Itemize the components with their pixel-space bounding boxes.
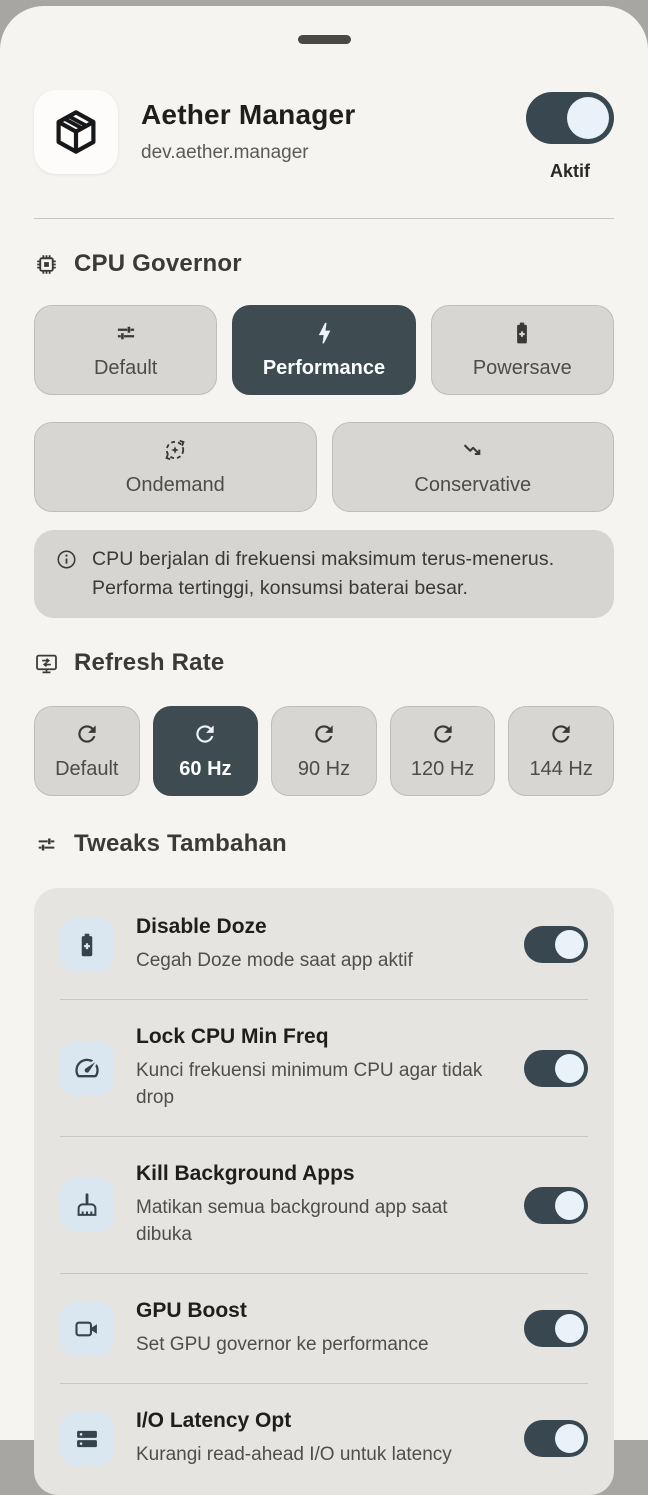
tweak-icon-tile xyxy=(60,918,114,972)
tune-icon xyxy=(113,320,139,346)
battery-plus-icon xyxy=(509,320,535,346)
tweak-description: Set GPU governor ke performance xyxy=(136,1334,429,1355)
speedometer-icon xyxy=(73,1054,101,1082)
app-active-toggle[interactable] xyxy=(526,92,614,144)
section-cpu-governor xyxy=(34,250,614,278)
refresh-icon xyxy=(192,721,218,747)
toggle-thumb xyxy=(555,930,584,959)
refresh-icon xyxy=(74,721,100,747)
tweak-title: GPU Boost xyxy=(136,1299,247,1322)
package-cube-icon xyxy=(52,108,100,156)
tweak-icon-tile xyxy=(60,1412,114,1466)
tweaks-card xyxy=(34,888,614,1495)
sheet-scroll-area[interactable] xyxy=(0,35,648,1465)
section-title: CPU Governor xyxy=(74,250,242,277)
tweak-row-lock-cpu-min-freq xyxy=(60,1000,588,1136)
refresh-option-default[interactable]: Default xyxy=(34,706,140,796)
section-tweaks xyxy=(34,830,614,858)
governor-info-box xyxy=(34,530,614,618)
bolt-icon xyxy=(311,320,337,346)
auto-renew-icon xyxy=(162,437,188,463)
tweak-row-disable-doze xyxy=(60,890,588,999)
tweak-toggle-io-latency-opt[interactable] xyxy=(524,1420,588,1457)
drag-handle[interactable] xyxy=(298,35,351,44)
app-header xyxy=(34,90,614,182)
toggle-thumb xyxy=(555,1191,584,1220)
tweak-title: Lock CPU Min Freq xyxy=(136,1025,329,1048)
refresh-option-120hz[interactable]: 120 Hz xyxy=(390,706,496,796)
header-divider xyxy=(34,218,614,219)
app-active-label: Aktif xyxy=(550,161,590,181)
refresh-rate-options xyxy=(34,706,614,796)
tweak-toggle-kill-background-apps[interactable] xyxy=(524,1187,588,1224)
governor-options-row-2 xyxy=(34,422,614,512)
display-sync-icon xyxy=(34,651,59,676)
refresh-icon xyxy=(548,721,574,747)
refresh-icon xyxy=(311,721,337,747)
tweak-description: Matikan semua background app saat dibuka xyxy=(136,1197,448,1245)
cpu-chip-icon xyxy=(34,252,59,277)
app-icon xyxy=(34,90,118,174)
battery-plus-icon xyxy=(73,931,101,959)
tweak-row-kill-background-apps xyxy=(60,1137,588,1273)
tweak-row-io-latency-opt xyxy=(60,1384,588,1493)
tweak-description: Cegah Doze mode saat app aktif xyxy=(136,950,413,971)
tweak-row-gpu-boost xyxy=(60,1274,588,1383)
governor-option-conservative[interactable]: Conservative xyxy=(332,422,615,512)
tweak-title: Kill Background Apps xyxy=(136,1162,355,1185)
toggle-thumb xyxy=(555,1424,584,1453)
tweak-icon-tile xyxy=(60,1041,114,1095)
tweak-icon-tile xyxy=(60,1178,114,1232)
app-name: Aether Manager xyxy=(141,99,356,130)
governor-info-text: CPU berjalan di frekuensi maksimum terus-menerus. Performa tertinggi, konsumsi baterai besar. xyxy=(92,548,555,599)
section-refresh-rate xyxy=(34,649,614,677)
storage-icon xyxy=(73,1425,101,1453)
tweak-toggle-gpu-boost[interactable] xyxy=(524,1310,588,1347)
videocam-icon xyxy=(73,1315,101,1343)
refresh-icon xyxy=(430,721,456,747)
refresh-option-60hz[interactable]: 60 Hz xyxy=(153,706,259,796)
tune-icon xyxy=(34,832,59,857)
broom-icon xyxy=(73,1191,101,1219)
trending-down-icon xyxy=(460,437,486,463)
governor-options-row-1 xyxy=(34,305,614,395)
tweak-title: Disable Doze xyxy=(136,915,267,938)
governor-option-powersave[interactable]: Powersave xyxy=(431,305,614,395)
tweak-toggle-lock-cpu-min-freq[interactable] xyxy=(524,1050,588,1087)
refresh-option-90hz[interactable]: 90 Hz xyxy=(271,706,377,796)
governor-option-performance[interactable]: Performance xyxy=(232,305,415,395)
app-package-name: dev.aether.manager xyxy=(141,142,309,163)
section-title: Refresh Rate xyxy=(74,649,225,676)
tweak-icon-tile xyxy=(60,1302,114,1356)
governor-option-default[interactable]: Default xyxy=(34,305,217,395)
section-title: Tweaks Tambahan xyxy=(74,830,287,857)
bottom-sheet xyxy=(0,6,648,1465)
governor-option-ondemand[interactable]: Ondemand xyxy=(34,422,317,512)
toggle-thumb xyxy=(555,1314,584,1343)
refresh-option-144hz[interactable]: 144 Hz xyxy=(508,706,614,796)
info-icon xyxy=(55,548,78,571)
toggle-thumb xyxy=(567,97,609,139)
toggle-thumb xyxy=(555,1054,584,1083)
tweak-toggle-disable-doze[interactable] xyxy=(524,926,588,963)
tweak-description: Kunci frekuensi minimum CPU agar tidak drop xyxy=(136,1060,483,1108)
tweak-title: I/O Latency Opt xyxy=(136,1409,292,1432)
tweak-description: Kurangi read-ahead I/O untuk latency xyxy=(136,1444,452,1465)
